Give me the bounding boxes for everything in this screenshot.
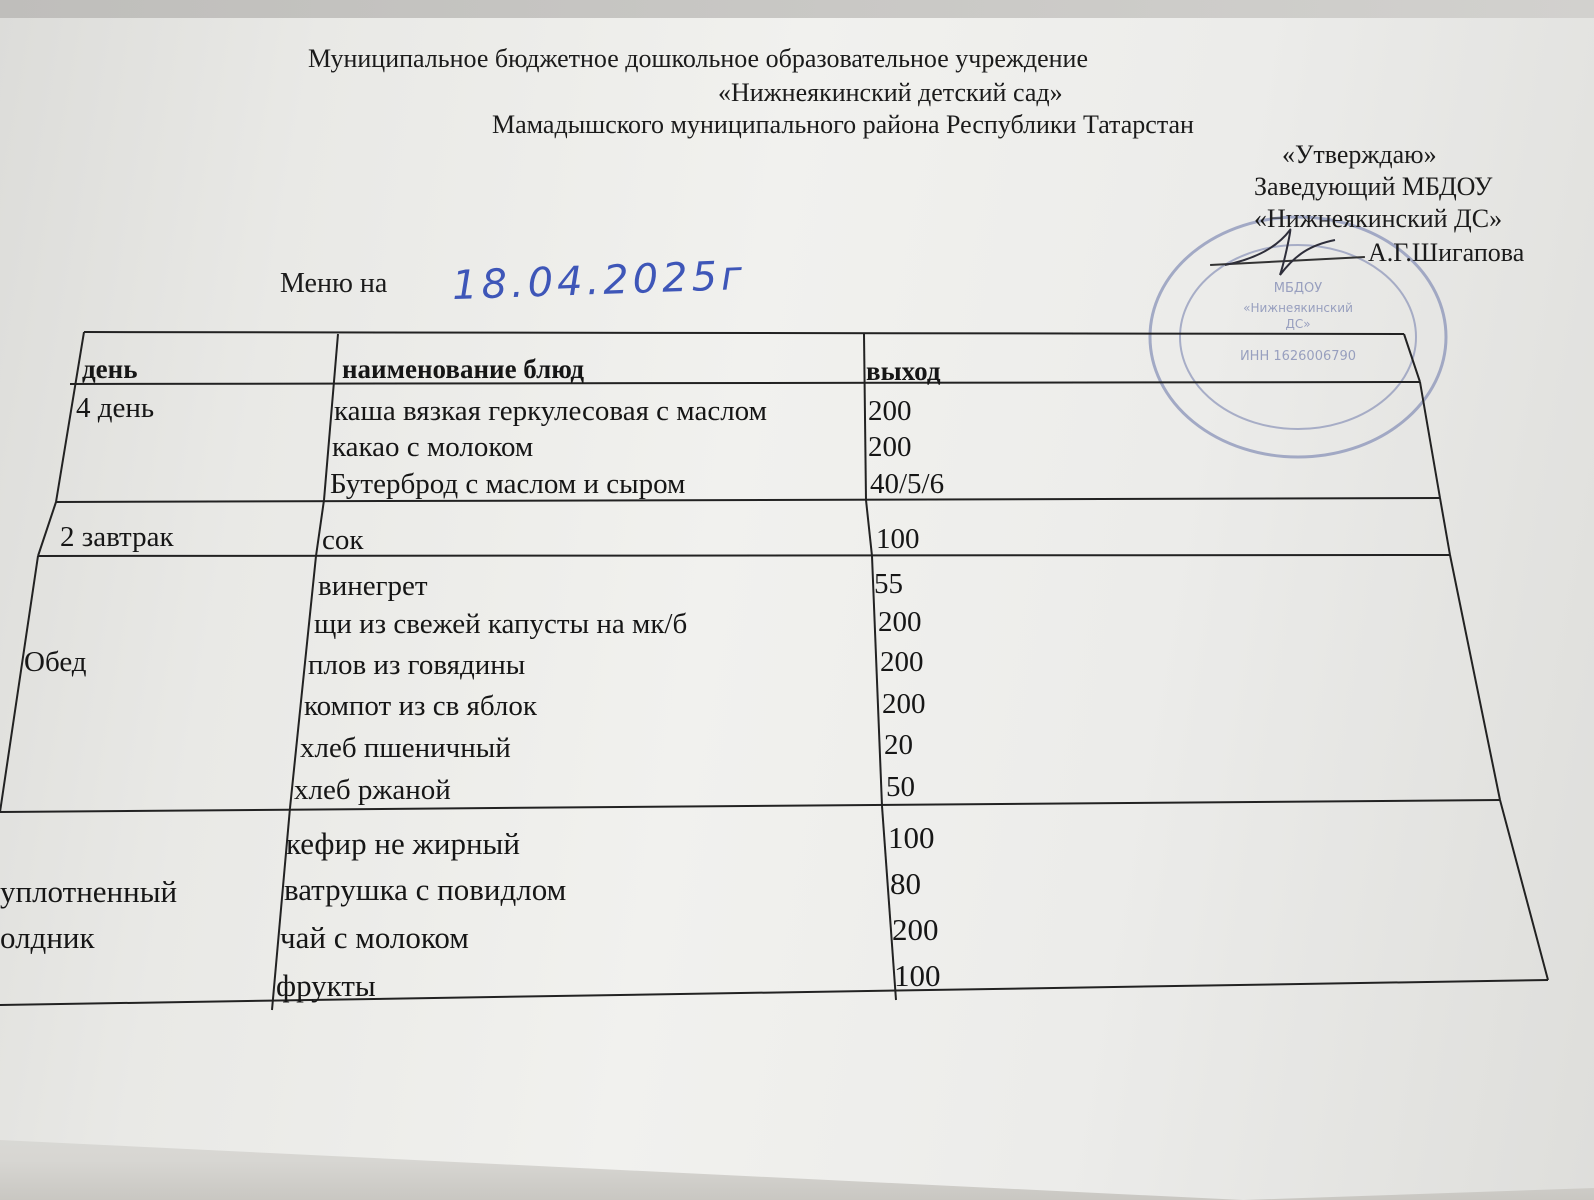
- dish-item: ватрушка с повидлом: [284, 872, 567, 907]
- svg-text:МБДОУ: МБДОУ: [1273, 281, 1323, 296]
- row-day-label: 2 завтрак: [60, 521, 174, 553]
- output-value: 100: [894, 958, 941, 993]
- output-value: 20: [884, 729, 913, 761]
- approver-name: А.Г.Шигапова: [1368, 238, 1525, 267]
- svg-text:ИНН 1626006790: ИНН 1626006790: [1239, 349, 1357, 364]
- column-header-day: день: [82, 354, 138, 384]
- row-day-label: олдник: [0, 920, 95, 955]
- handwritten-date: 18.04.2025г: [451, 252, 747, 310]
- organization-name-line3: Мамадышского муниципального района Республики Татарстан: [492, 110, 1194, 139]
- output-value: 200: [882, 688, 926, 720]
- output-value: 80: [890, 866, 921, 901]
- dish-item: Бутерброд с маслом и сыром: [330, 468, 686, 500]
- organization-name-line2: «Нижнеякинский детский сад»: [718, 78, 1063, 107]
- svg-text:«Нижнеякинский: «Нижнеякинский: [1243, 301, 1353, 315]
- column-header-dish: наименование блюд: [342, 354, 585, 384]
- dish-item: хлеб ржаной: [294, 774, 451, 806]
- output-value: 200: [880, 646, 924, 678]
- approval-organization: «Нижнеякинский ДС»: [1254, 204, 1503, 233]
- row-day-label: Обед: [24, 646, 87, 678]
- output-value: 200: [878, 606, 922, 638]
- approval-title: «Утверждаю»: [1282, 140, 1437, 169]
- output-value: 100: [888, 820, 935, 855]
- menu-label: Меню на: [280, 268, 388, 299]
- approval-position: Заведующий МБДОУ: [1254, 172, 1493, 201]
- row-day-label: 4 день: [76, 392, 155, 424]
- output-value: 200: [868, 395, 912, 427]
- dish-item: винегрет: [318, 570, 428, 602]
- dish-item: сок: [322, 524, 364, 556]
- dish-item: компот из св яблок: [304, 690, 537, 722]
- output-value: 55: [874, 568, 903, 600]
- dish-item: какао с молоком: [332, 431, 534, 463]
- output-value: 50: [886, 771, 915, 803]
- dish-item: плов из говядины: [308, 649, 526, 681]
- output-value: 40/5/6: [870, 468, 945, 500]
- output-value: 200: [868, 431, 912, 463]
- output-value: 200: [892, 912, 939, 947]
- dish-item: кефир не жирный: [286, 826, 520, 861]
- organization-name-line1: Муниципальное бюджетное дошкольное образовательное учреждение: [308, 44, 1088, 73]
- output-value: 100: [876, 523, 920, 555]
- row-day-label: уплотненный: [0, 874, 178, 909]
- dish-item: щи из свежей капусты на мк/б: [314, 608, 688, 640]
- svg-text:ДС»: ДС»: [1285, 317, 1311, 331]
- dish-item: чай с молоком: [280, 920, 469, 955]
- dish-item: каша вязкая геркулесовая с маслом: [334, 395, 767, 427]
- dish-item: хлеб пшеничный: [300, 732, 511, 764]
- dish-item: фрукты: [276, 968, 376, 1003]
- column-header-output: выход: [866, 356, 941, 386]
